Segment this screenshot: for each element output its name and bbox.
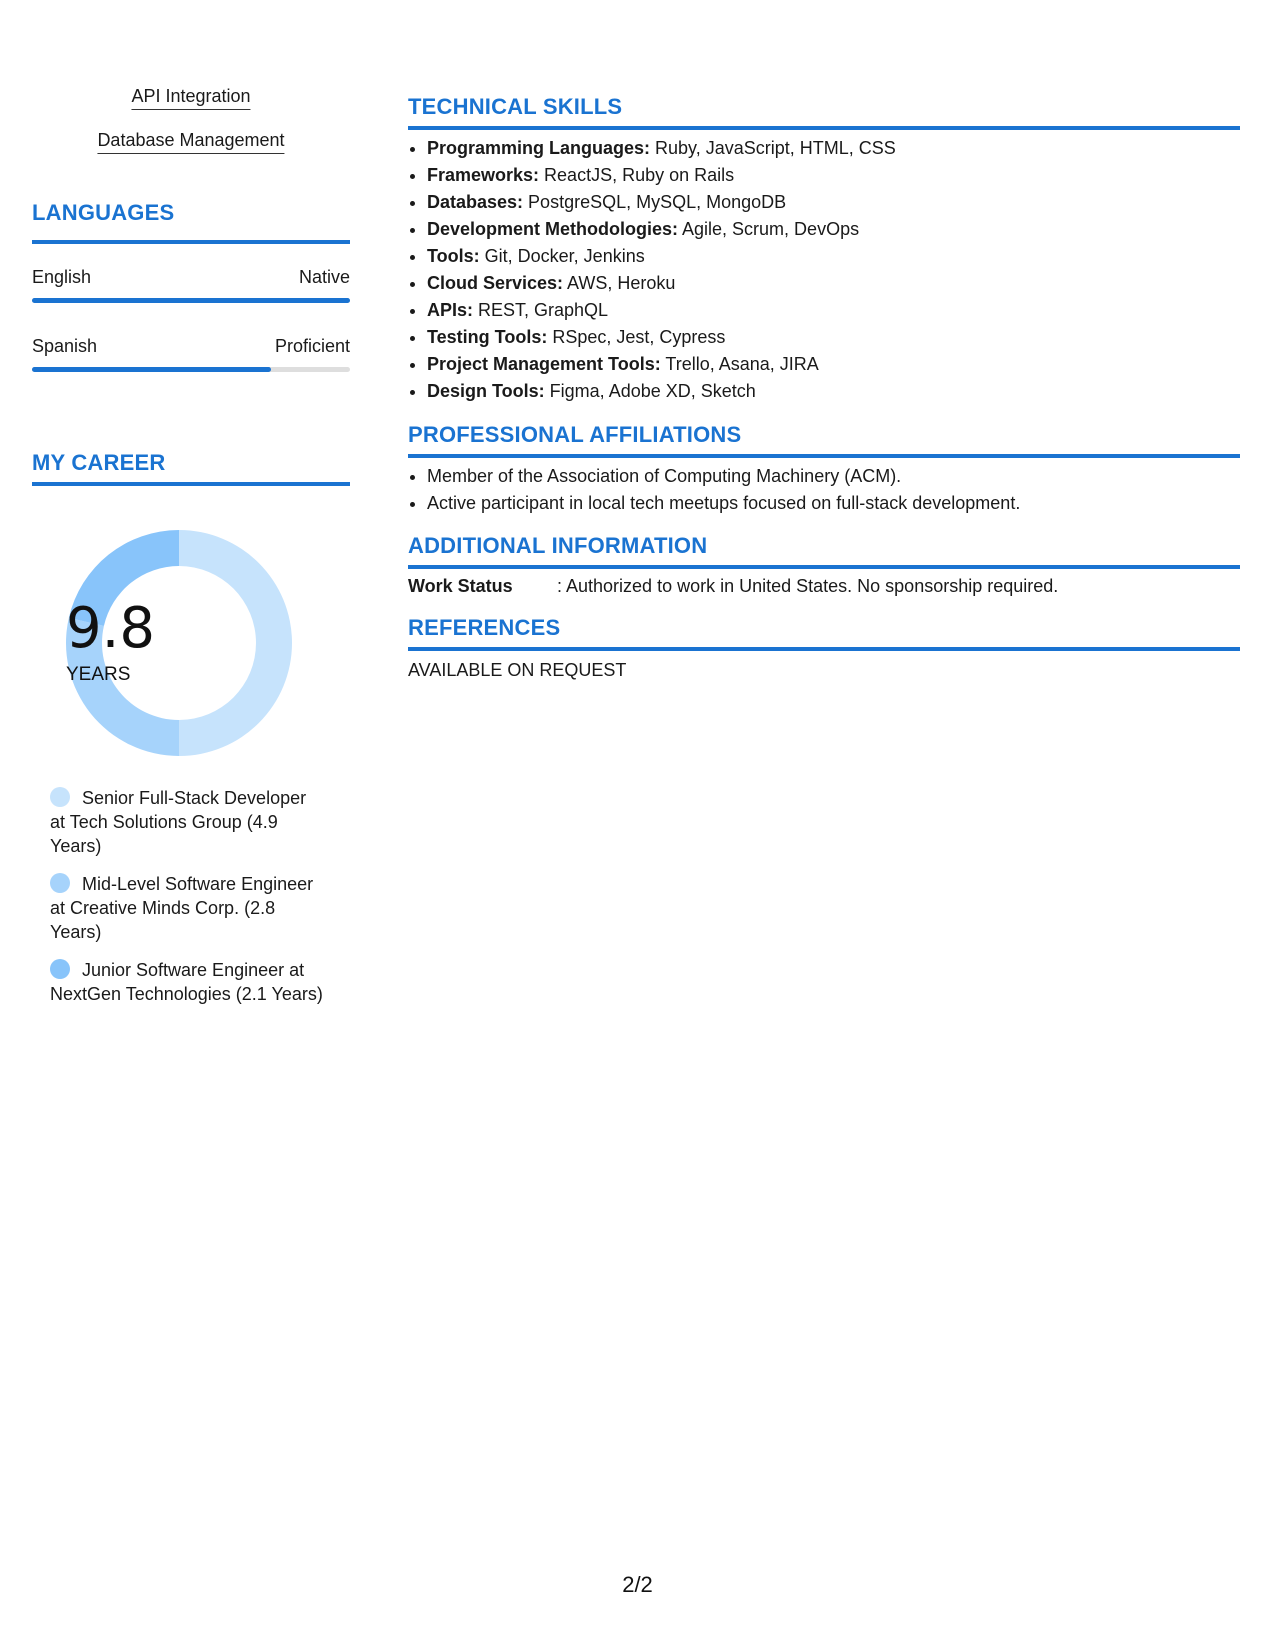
legend-dot-mid	[50, 873, 70, 893]
skill-item: • Tools: Git, Docker, Jenkins	[427, 243, 1247, 270]
legend-label: Senior Full-Stack Developer at Tech Solutions Group (4.9 Years)	[50, 788, 307, 856]
additional-info-divider	[408, 565, 1240, 569]
language-english-bar-fill	[32, 298, 350, 303]
legend-dot-junior	[50, 959, 70, 979]
work-status-label: Work Status	[408, 576, 513, 596]
technical-skills-title: TECHNICAL SKILLS	[408, 94, 623, 119]
references-title: REFERENCES	[408, 615, 561, 640]
technical-skills-list	[408, 135, 1247, 405]
page-number: 2/2	[622, 1572, 653, 1597]
language-spanish-bar	[32, 367, 350, 372]
career-title: MY CAREER	[32, 450, 166, 475]
skill-item: • Testing Tools: RSpec, Jest, Cypress	[427, 324, 1247, 351]
skill-item: • APIs: REST, GraphQL	[427, 297, 1247, 324]
language-level: Proficient	[274, 336, 350, 356]
career-total-value: 9.8	[66, 596, 156, 661]
skill-item: • Programming Languages: Ruby, JavaScript, HTML, CSS	[427, 135, 1247, 162]
additional-info-title: ADDITIONAL INFORMATION	[408, 533, 708, 558]
legend-label: Junior Software Engineer at NextGen Technologies (2.1 Years)	[50, 960, 323, 1004]
language-spanish-bar-fill	[32, 367, 271, 372]
skill-item: • Cloud Services: AWS, Heroku	[427, 270, 1247, 297]
skill-tag-api-integration: API Integration	[131, 86, 250, 110]
career-donut-chart	[66, 530, 292, 756]
references-divider	[408, 647, 1240, 651]
career-total-unit: YEARS	[66, 664, 131, 685]
career-legend-item	[50, 786, 325, 858]
language-name: English	[32, 267, 92, 287]
legend-label: Mid-Level Software Engineer at Creative Minds Corp. (2.8 Years)	[50, 874, 314, 942]
legend-dot-senior	[50, 787, 70, 807]
career-legend-item	[50, 872, 325, 944]
career-divider	[32, 482, 350, 486]
skill-item: • Frameworks: ReactJS, Ruby on Rails	[427, 162, 1247, 189]
affiliations-title: PROFESSIONAL AFFILIATIONS	[408, 422, 742, 447]
language-name: Spanish	[32, 336, 98, 356]
skill-tag-database-management: Database Management	[97, 130, 284, 154]
affiliation-item: • Active participant in local tech meetups focused on full-stack development.	[427, 490, 1247, 517]
references-text: AVAILABLE ON REQUEST	[408, 660, 627, 680]
languages-divider	[32, 240, 350, 244]
affiliations-list	[408, 463, 1247, 517]
languages-title: LANGUAGES	[32, 200, 175, 225]
skill-item: • Databases: PostgreSQL, MySQL, MongoDB	[427, 189, 1247, 216]
language-level: Native	[298, 267, 350, 287]
affiliation-item: • Member of the Association of Computing Machinery (ACM).	[427, 463, 1247, 490]
skill-item: • Development Methodologies: Agile, Scrum, DevOps	[427, 216, 1247, 243]
work-status-value: : Authorized to work in United States. No sponsorship required.	[557, 576, 1059, 596]
skill-item: • Project Management Tools: Trello, Asana, JIRA	[427, 351, 1247, 378]
technical-skills-divider	[408, 126, 1240, 130]
language-english-bar	[32, 298, 350, 303]
affiliations-divider	[408, 454, 1240, 458]
career-legend-item	[50, 958, 325, 1006]
skill-item: • Design Tools: Figma, Adobe XD, Sketch	[427, 378, 1247, 405]
